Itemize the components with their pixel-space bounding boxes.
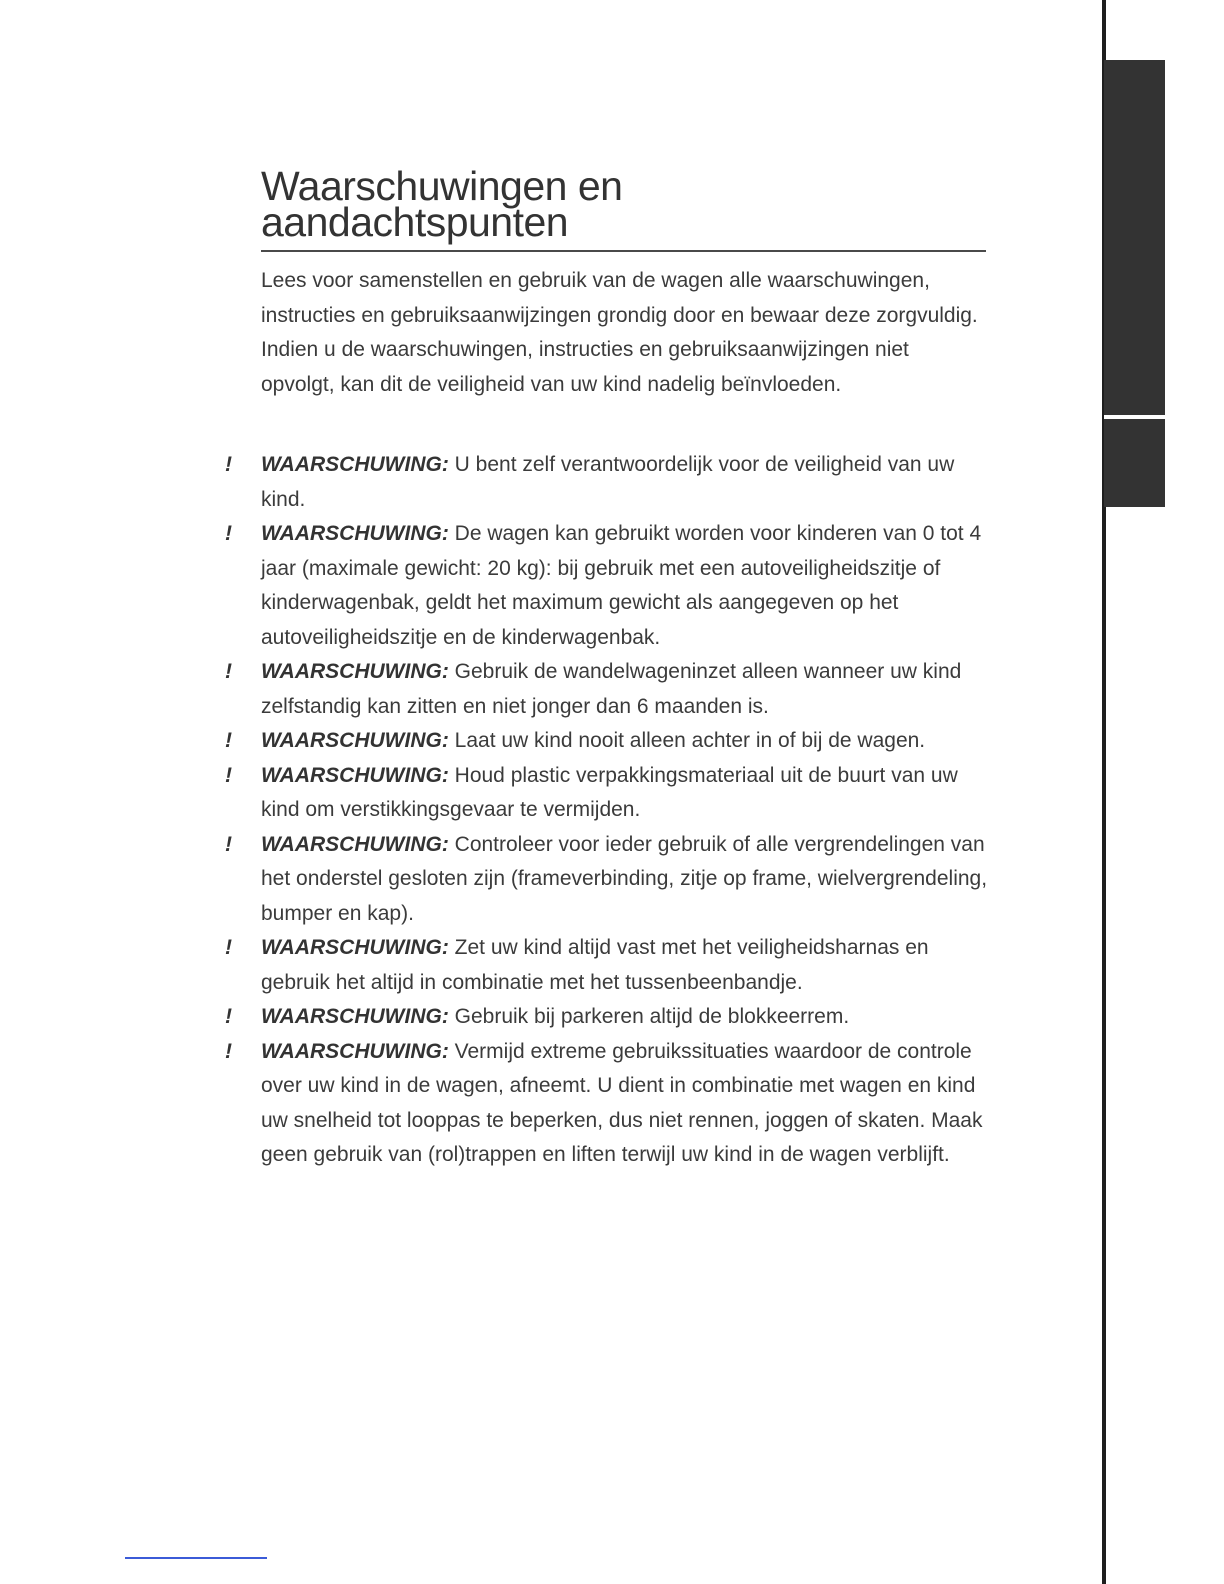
warning-label: WAARSCHUWING:	[261, 1005, 449, 1028]
exclamation-icon: !	[225, 763, 232, 787]
warning-text: U bent zelf verantwoordelijk voor de veiligheid van uw kind.	[261, 453, 955, 511]
warning-label: WAARSCHUWING:	[261, 763, 449, 787]
exclamation-icon: !	[225, 1039, 232, 1063]
intro-paragraph: Lees voor samenstellen en gebruik van de wagen alle waarschuwingen, instructies en gebruiksaanwijzingen grondig door en bewaar deze zorgvuldig. Indien u de waarschuwingen, instructies en gebruiksaanwijzingen niet opvolgt, kan dit de veiligheid van uw kind nadelig beïnvloeden.	[261, 269, 978, 396]
warning-item	[225, 1000, 989, 1035]
warning-label: WAARSCHUWING:	[261, 1039, 449, 1063]
warning-text: Gebruik bij parkeren altijd de blokkeerrem.	[454, 1005, 850, 1028]
warning-label: WAARSCHUWING:	[261, 729, 449, 752]
warning-item	[225, 448, 989, 517]
section-thumb-tab-lower	[1104, 419, 1165, 507]
warning-item	[225, 1035, 989, 1173]
warning-text: Houd plastic verpakkingsmateriaal uit de buurt van uw kind om verstikkingsgevaar te vermijden.	[261, 763, 958, 821]
warnings-list	[225, 448, 989, 1173]
warning-text: Vermijd extreme gebruikssituaties waardoor de controle over uw kind in de wagen, afneemt. U dient in combinatie met wagen en kind uw snelheid tot looppas te beperken, dus niet rennen, joggen of skaten. Maak geen gebruik van (rol)trappen en liften terwijl uw kind in de wagen verblijft.	[261, 1039, 983, 1166]
warning-item	[225, 828, 989, 932]
warning-text: Gebruik de wandelwageninzet alleen wanneer uw kind zelfstandig kan zitten en niet jonger dan 6 maanden is.	[261, 660, 962, 718]
exclamation-icon: !	[225, 729, 232, 752]
warning-text: De wagen kan gebruikt worden voor kinderen van 0 tot 4 jaar (maximale gewicht: 20 kg): bij gebruik met een autoveiligheidszitje of kinderwagenbak, geldt het maximum gewicht als aangegeven op het autoveiligheidszitje en de kinderwagenbak.	[261, 522, 982, 649]
exclamation-icon: !	[225, 522, 232, 545]
warning-item	[225, 759, 989, 828]
footer-link-underline[interactable]	[125, 1557, 267, 1559]
warning-label: WAARSCHUWING:	[261, 660, 449, 683]
warning-text: Controleer voor ieder gebruik of alle vergrendelingen van het onderstel gesloten zijn (frameverbinding, zitje op frame, wielvergrendeling, bumper en kap).	[261, 832, 988, 925]
warning-text: Zet uw kind altijd vast met het veiligheidsharnas en gebruik het altijd in combinatie met het tussenbeenbandje.	[261, 936, 929, 994]
page-title: Waarschuwingen en aandachtspunten	[261, 163, 623, 245]
title-divider	[261, 250, 986, 252]
warning-text: Laat uw kind nooit alleen achter in of bij de wagen.	[454, 729, 926, 752]
exclamation-icon: !	[225, 936, 232, 959]
warning-item	[225, 931, 989, 1000]
exclamation-icon: !	[225, 453, 232, 476]
warning-label: WAARSCHUWING:	[261, 832, 449, 856]
warning-label: WAARSCHUWING:	[261, 522, 449, 545]
warning-item	[225, 517, 989, 655]
exclamation-icon: !	[225, 660, 232, 683]
warning-item	[225, 724, 989, 759]
section-thumb-tab	[1104, 60, 1165, 415]
warning-item	[225, 655, 989, 724]
exclamation-icon: !	[225, 832, 232, 856]
main-content	[225, 163, 989, 1173]
warning-label: WAARSCHUWING:	[261, 453, 449, 476]
warning-label: WAARSCHUWING:	[261, 936, 449, 959]
exclamation-icon: !	[225, 1005, 232, 1028]
